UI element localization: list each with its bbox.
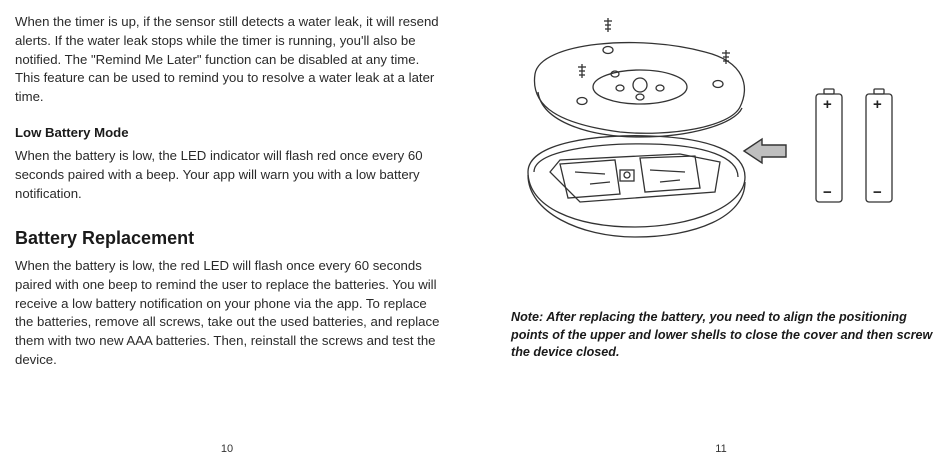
right-page [475, 0, 950, 455]
lower-shell [528, 136, 745, 237]
low-battery-paragraph: When the battery is low, the LED indicator will flash red once every 60 seconds paired with a beep. Your app will warn you with a low battery notification. [15, 148, 423, 201]
page-number-left: 10 [220, 443, 234, 455]
battery-minus-label: − [873, 184, 882, 201]
intro-paragraph: When the timer is up, if the sensor still detects a water leak, it will resend alerts. If the water leak stops while the timer is running, you'll also be notified. The "Remind Me Later" function can be disabled at any time. This feature can be used to remind you to resolve a water leak at a later time. [15, 14, 439, 105]
battery-minus-label: − [823, 184, 832, 201]
battery-replacement-heading: Battery Replacement [15, 228, 195, 248]
insert-arrow-icon [742, 136, 790, 166]
page-number-right: 11 [715, 443, 727, 455]
replacement-note: Note: After replacing the battery, you need to align the positioning points of the upper and lower shells to close the cover and then screw the device closed. [511, 310, 933, 360]
upper-shell [534, 43, 744, 137]
screw-icon [578, 64, 586, 78]
battery-replacement-paragraph: When the battery is low, the red LED will flash once every 60 seconds paired with one beep to remind the user to replace the batteries. You will receive a low battery notification on your phone via the app. To replace the batteries, remove all screws, take out the used batteries, and replace them with two new AAA batteries. Then, reinstall the screws and test the device. [15, 258, 440, 367]
low-battery-heading: Low Battery Mode [15, 125, 129, 140]
battery-plus-label: + [823, 96, 832, 113]
screw-icon [604, 18, 612, 32]
battery-plus-label: + [873, 96, 882, 113]
